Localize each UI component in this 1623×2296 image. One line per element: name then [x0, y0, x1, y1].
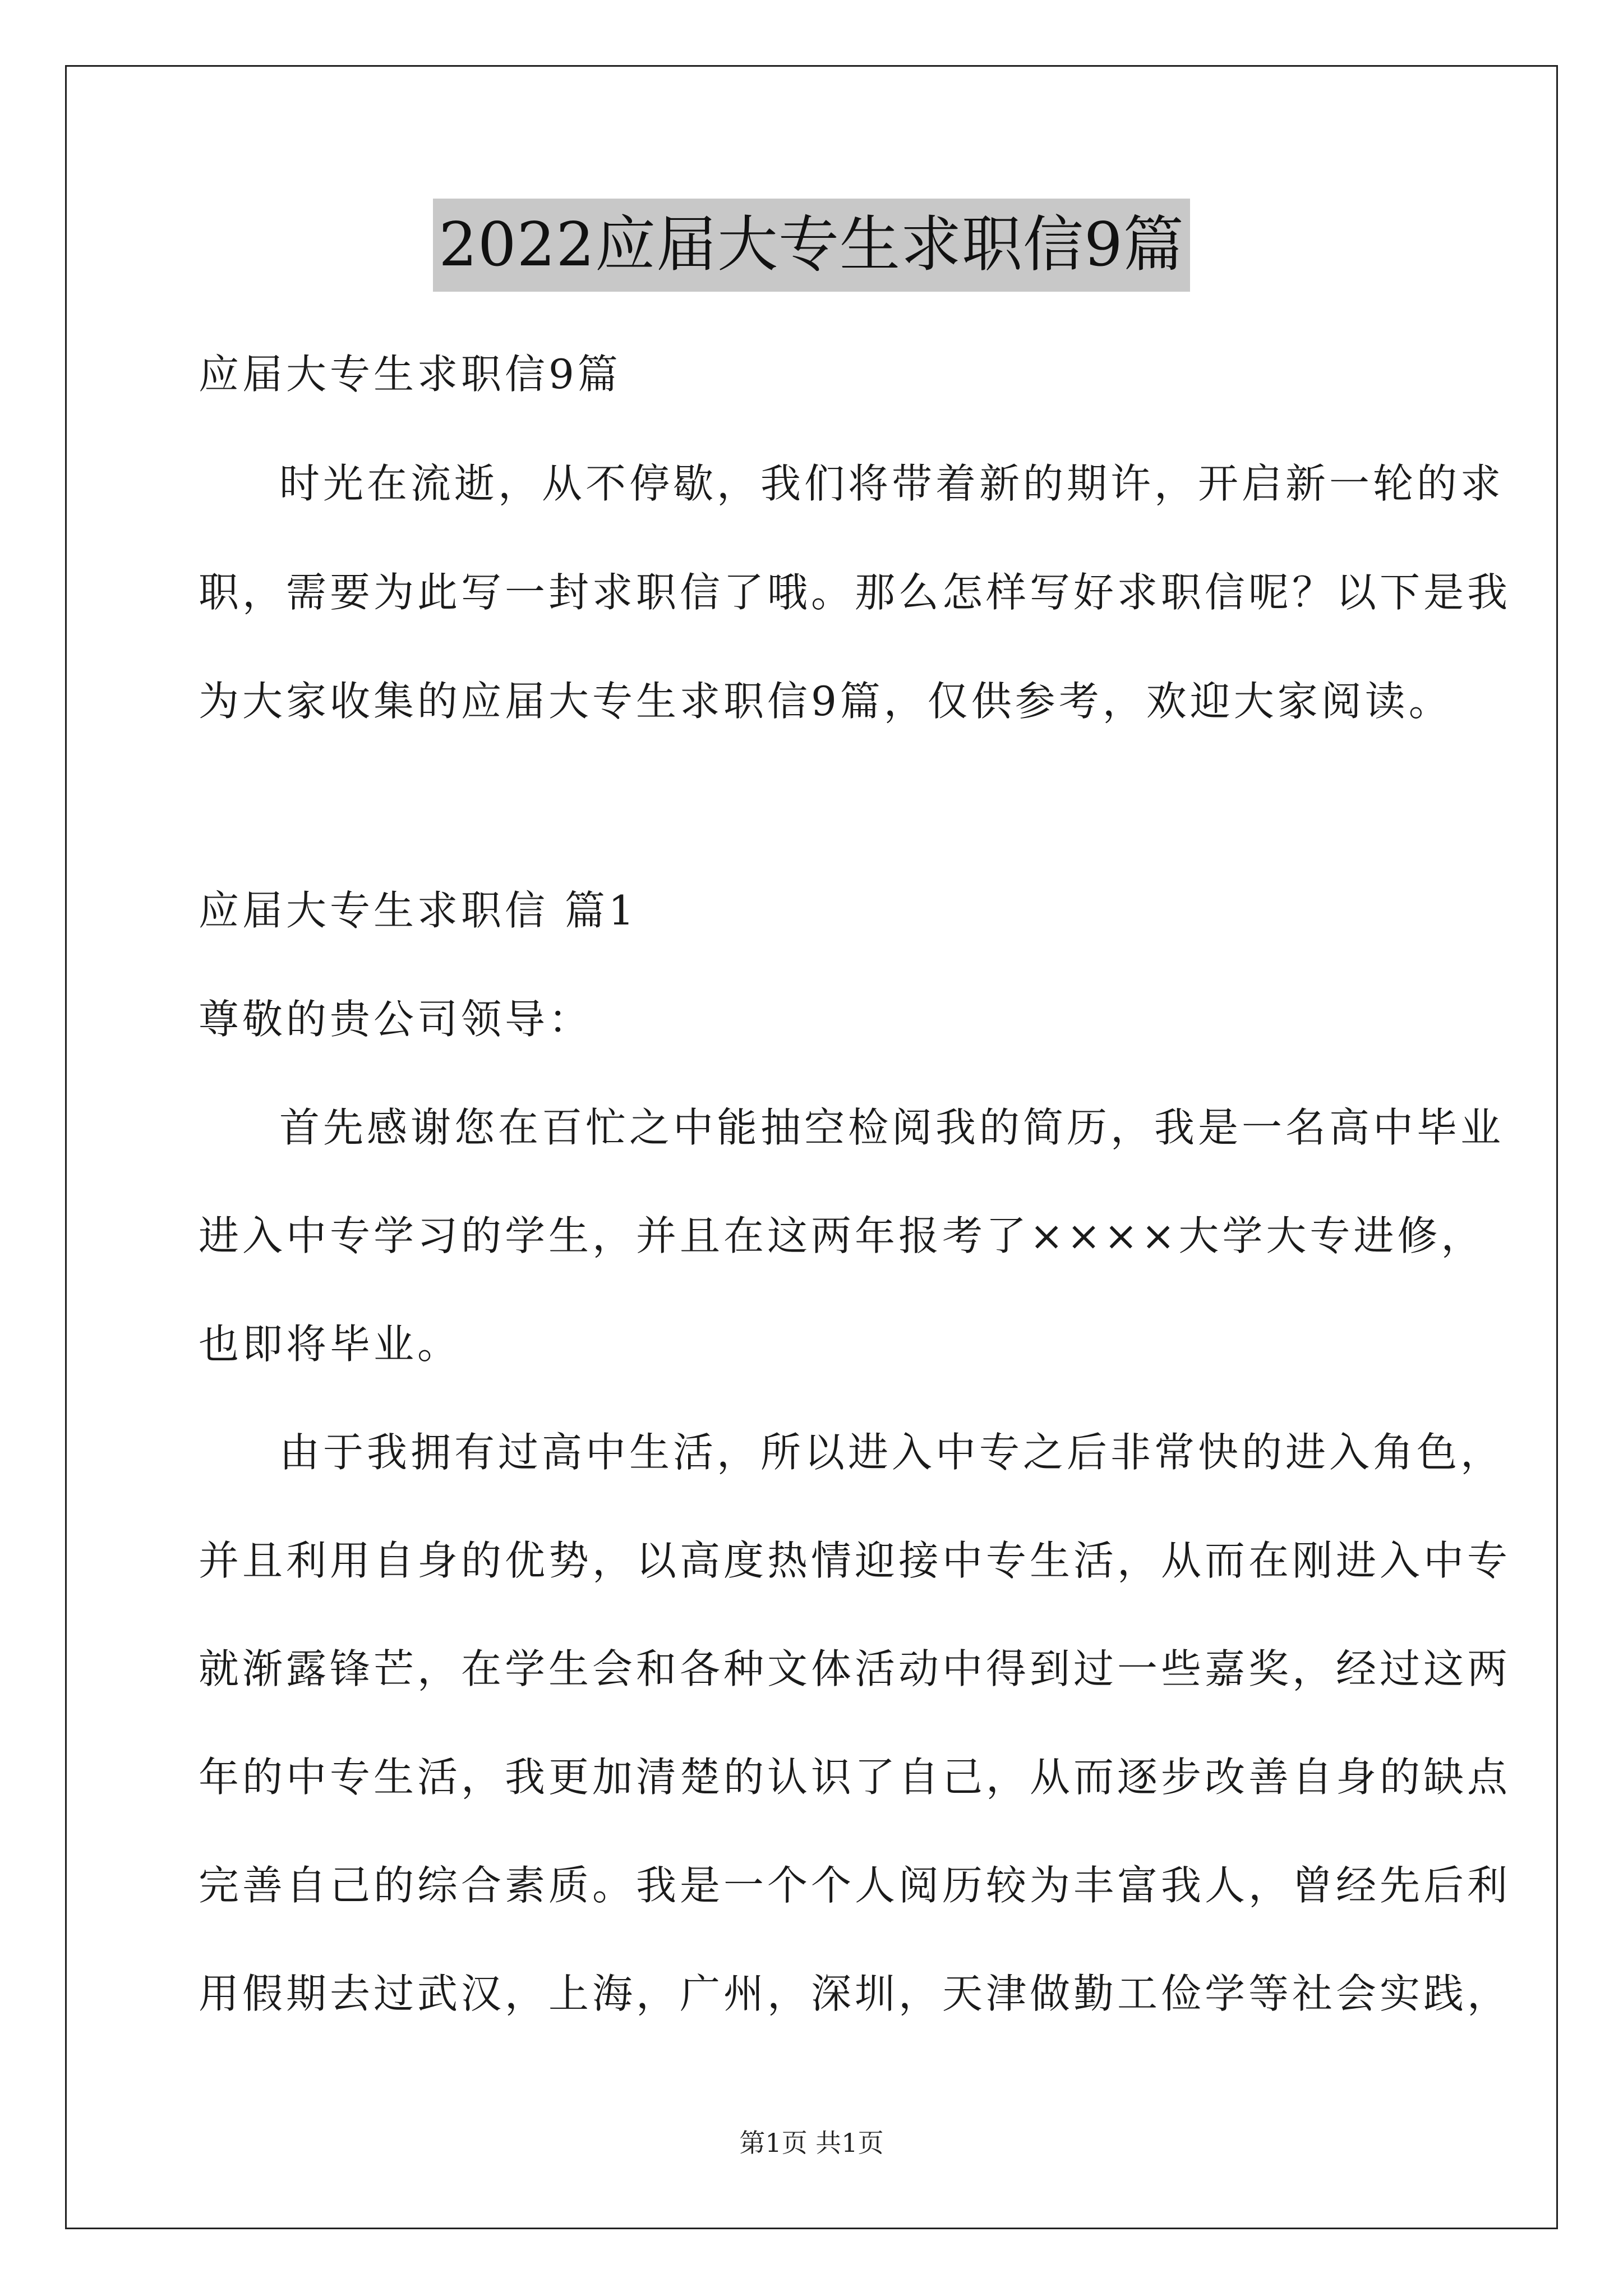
paragraph1-line-3: 也即将毕业。	[199, 1320, 462, 1368]
title-container	[0, 199, 1623, 292]
paragraph2-line-1: 由于我拥有过高中生活，所以进入中专之后非常快的进入角色，	[279, 1429, 1505, 1476]
intro-line-1: 时光在流逝，从不停歇，我们将带着新的期许，开启新一轮的求	[279, 460, 1505, 507]
paragraph1-line-1: 首先感谢您在百忙之中能抽空检阅我的简历，我是一名高中毕业	[279, 1104, 1505, 1151]
paragraph2-line-2: 并且利用自身的优势，以高度热情迎接中专生活，从而在刚进入中专	[199, 1537, 1511, 1584]
intro-line-3: 为大家收集的应届大专生求职信9篇，仅供参考，欢迎大家阅读。	[199, 678, 1453, 725]
document-title: 2022应届大专生求职信9篇	[433, 199, 1190, 292]
section-heading: 应届大专生求职信 篇1	[199, 887, 638, 934]
salutation: 尊敬的贵公司领导：	[199, 996, 593, 1043]
paragraph2-line-6: 用假期去过武汉，上海，广州，深圳，天津做勤工俭学等社会实践，	[199, 1970, 1511, 2017]
intro-line-2: 职，需要为此写一封求职信了哦。那么怎样写好求职信呢？以下是我	[199, 569, 1511, 616]
paragraph2-line-3: 就渐露锋芒，在学生会和各种文体活动中得到过一些嘉奖，经过这两	[199, 1645, 1511, 1692]
paragraph2-line-4: 年的中专生活，我更加清楚的认识了自己，从而逐步改善自身的缺点	[199, 1754, 1511, 1801]
paragraph1-line-2: 进入中专学习的学生，并且在这两年报考了××××大学大专进修，	[199, 1212, 1485, 1259]
paragraph2-line-5: 完善自己的综合素质。我是一个个人阅历较为丰富我人，曾经先后利	[199, 1862, 1511, 1909]
document-subtitle: 应届大专生求职信9篇	[199, 351, 621, 398]
page-footer: 第1页 共1页	[739, 2128, 884, 2158]
